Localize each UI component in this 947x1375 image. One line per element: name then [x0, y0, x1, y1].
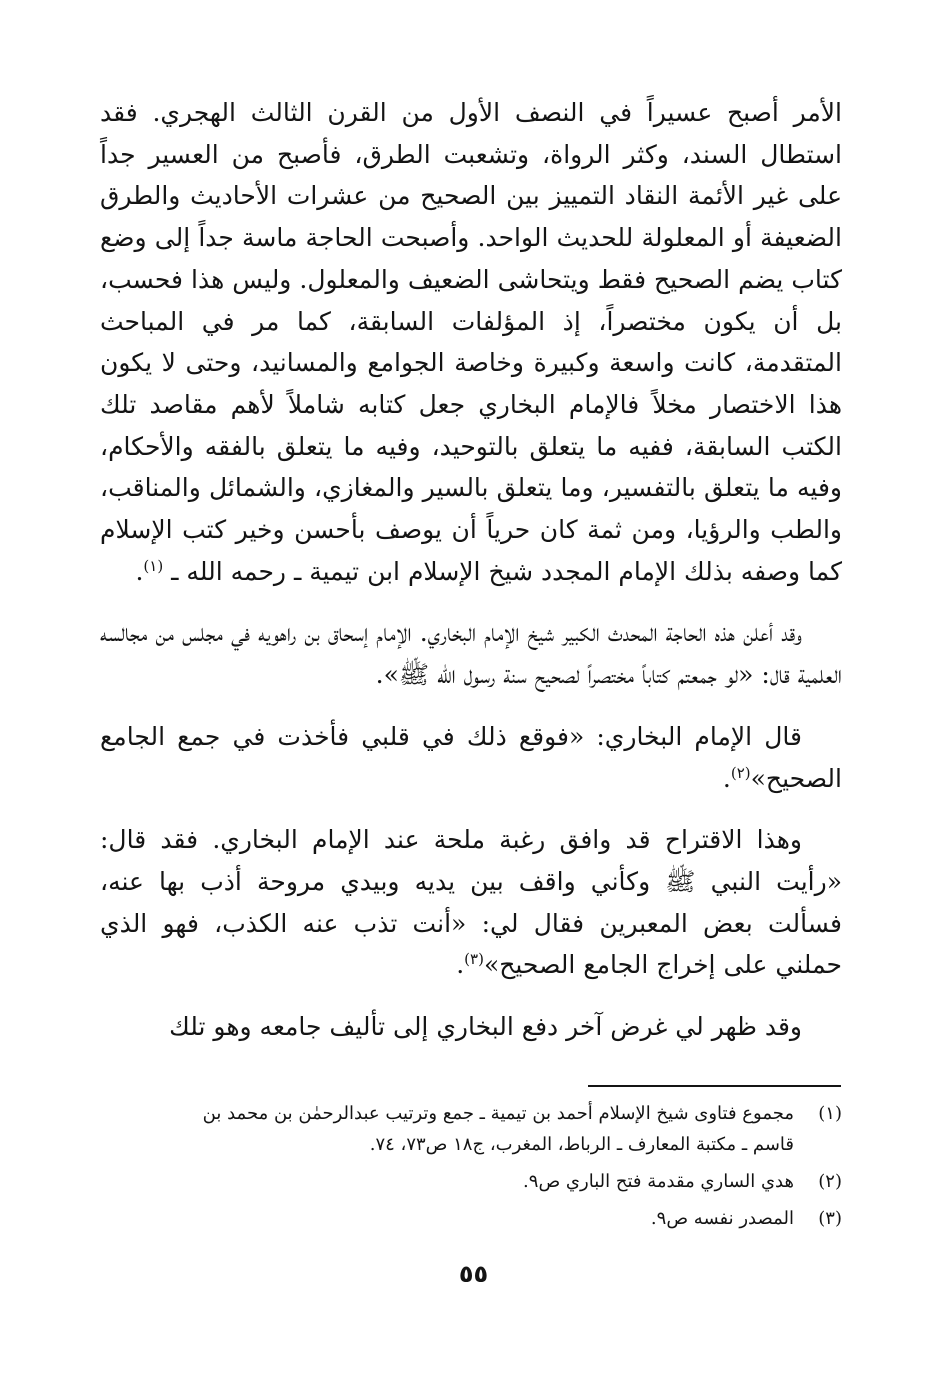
body-text [100, 92, 842, 1068]
footnote-text: المصدر نفسه ص٩. [650, 1208, 794, 1229]
footnote-ref-2[interactable]: (٢) [730, 763, 751, 782]
footnote-text: هدي الساري مقدمة فتح الباري ص٩. [523, 1171, 794, 1192]
paragraph-text: وقد ظهر لي غرض آخر دفع البخاري إلى تأليف جامعه وهو تلك [169, 1012, 802, 1042]
paragraph-text: وقد أعلن هذه الحاجة المحدث الكبير شيخ الإمام البخاري. الإمام إسحاق بن راهويه في مجلس من مجالسه العلمية قال: «لو جمعتم كتاباً مختصراً لصحيح سنة رسول الله ﷺ». [100, 618, 842, 690]
paragraph-2 [100, 612, 842, 695]
paragraph-end: . [722, 763, 731, 793]
paragraph-5 [100, 1006, 842, 1048]
paragraph-3 [100, 716, 842, 799]
footnote-2 [100, 1166, 842, 1197]
footnote-text: مجموع فتاوى شيخ الإسلام أحمد بن تيمية ـ جمع وترتيب عبدالرحمٰن بن محمد بن [202, 1103, 794, 1124]
paragraph-1 [100, 92, 842, 592]
footnote-separator [588, 1085, 841, 1087]
footnote-ref-1[interactable]: (١) [143, 556, 164, 575]
footnote-number: (١) [818, 1103, 842, 1124]
footnote-1 [100, 1098, 842, 1160]
footnotes [100, 1098, 842, 1240]
footnote-3 [100, 1203, 842, 1234]
paragraph-end: . [135, 556, 144, 586]
page-number: ٥٥ [458, 1260, 489, 1288]
paragraph-end: . [456, 950, 465, 980]
paragraph-text: الأمر أصبح عسيراً في النصف الأول من القرن الثالث الهجري. فقد استطال السند، وكثر الرواة، وتشعبت الطرق، فأصبح من العسير جداً على غير الأئمة النقاد التمييز بين الصحيح من عشرات الأحاديث والطرق الضعيفة أو المعلولة للحديث الواحد. وأصبحت الحاجة ماسة جداً إلى وضع كتاب يضم الصحيح فقط ويتحاشى الضعيف والمعلول. وليس هذا فحسب، بل أن يكون مختصراً، إذ المؤلفات السابقة، كما مر في المباحث المتقدمة، كانت واسعة وكبيرة وخاصة الجوامع والمسانيد، وحتى لا يكون هذا الاختصار مخلاً فالإمام البخاري جعل كتابه شاملاً لأهم مقاصد تلك الكتب السابقة، ففيه ما يتعلق بالتوحيد، وفيه ما يتعلق بالفقه والأحكام، وفيه ما يتعلق بالتفسير، وما يتعلق بالسير والمغازي، والشمائل والمناقب، والطب والرؤيا، ومن ثمة كان حرياً أن يوصف بأحسن وخير كتب الإسلام كما وصفه بذلك الإمام المجدد شيخ الإسلام ابن تيمية ـ رحمه الله ـ [100, 98, 842, 586]
footnote-number: (٣) [818, 1208, 842, 1229]
footnote-ref-3[interactable]: (٣) [464, 950, 484, 969]
footnote-text-continued: قاسم ـ مكتبة المعارف ـ الرباط، المغرب، ج١٨ ص٧٣، ٧٤. [369, 1134, 794, 1155]
paragraph-4 [100, 819, 842, 986]
paragraph-text: قال الإمام البخاري: «فوقع ذلك في قلبي فأخذت في جمع الجامع الصحيح» [100, 721, 842, 793]
footnote-number: (٢) [818, 1171, 842, 1192]
paragraph-text: وهذا الاقتراح قد وافق رغبة ملحة عند الإمام البخاري. فقد قال: «رأيت النبي ﷺ وكأني واقف بين يديه وبيدي مروحة أذب بها عنه، فسألت بعض المعبرين فقال لي: «أنت تذب عنه الكذب، فهو الذي حملني على إخراج الجامع الصحيح» [100, 825, 842, 980]
